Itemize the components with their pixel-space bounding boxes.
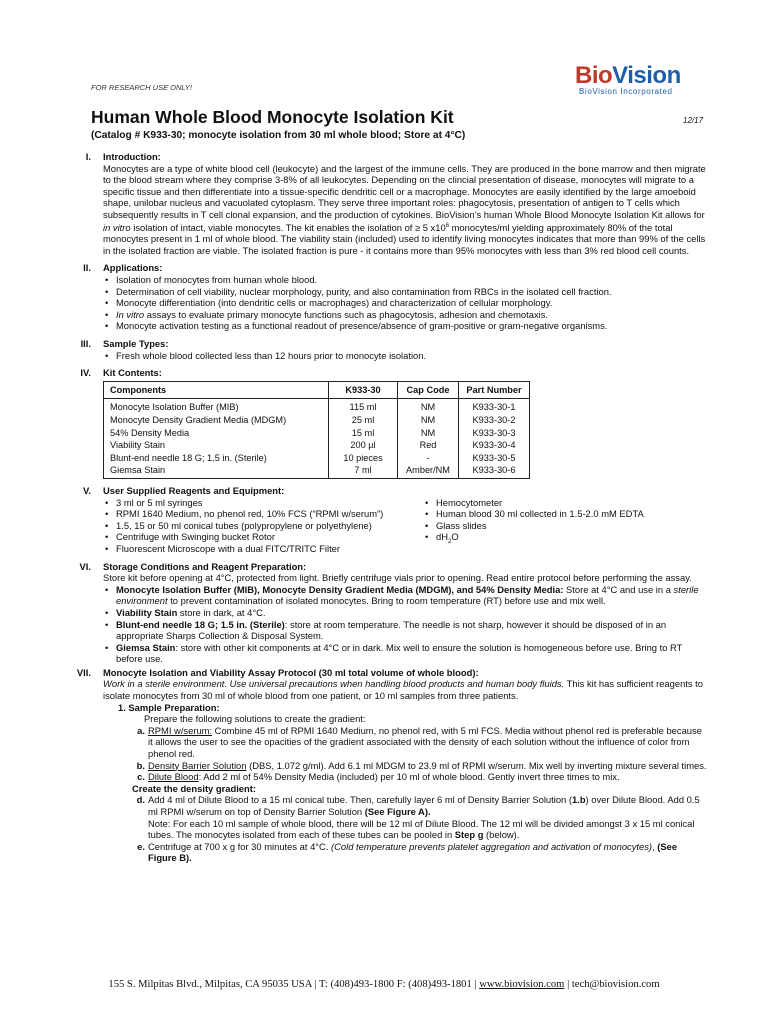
- document-title: Human Whole Blood Monocyte Isolation Kit: [91, 107, 454, 127]
- step-subheading: Create the density gradient:: [132, 782, 256, 794]
- section-number: I.: [85, 151, 91, 162]
- table-cell: Amber/NM: [398, 464, 459, 478]
- revision-date: 12/17: [683, 116, 704, 125]
- document-body: [60, 151, 708, 864]
- column-header: Part Number: [459, 381, 530, 399]
- section-protocol: [60, 667, 708, 864]
- table-header-row: [104, 381, 530, 399]
- section-number: VI.: [79, 560, 91, 572]
- table-cell: NM: [398, 427, 459, 440]
- table-row: [104, 439, 530, 452]
- section-number: V.: [83, 484, 91, 496]
- list-item: • Blunt-end needle 18 G; 1.5 in. (Sterile): store at room temperature. The needle is not sharp, however it should be disposed of in an appropriate Sharps Collection & Disposal System.: [103, 619, 708, 642]
- table-cell: 15 ml: [329, 427, 398, 440]
- table-cell: 54% Density Media: [104, 427, 329, 440]
- list-item: • RPMI 1640 Medium, no phenol red, 10% FCS (“RPMI w/serum”): [103, 508, 423, 520]
- table-cell: NM: [398, 414, 459, 427]
- table-cell: -: [398, 452, 459, 465]
- table-row: [104, 427, 530, 440]
- section-heading: Sample Types:: [103, 338, 169, 350]
- list-item: • Centrifuge with Swinging bucket Rotor: [103, 531, 423, 543]
- table-cell: K933-30-6: [459, 464, 530, 478]
- catalog-subtitle: (Catalog # K933-30; monocyte isolation from 30 ml whole blood; Store at 4°C): [91, 130, 466, 141]
- step-heading: 1. Sample Preparation:: [118, 701, 220, 713]
- section-heading: Monocyte Isolation and Viability Assay Protocol (30 ml total volume of whole blood):: [103, 666, 479, 678]
- sample-types-list: [103, 350, 708, 362]
- section-number: VII.: [76, 666, 91, 678]
- list-item: • In vitro assays to evaluate primary monocyte functions such as phagocytosis, adhesion and chemotaxis.: [103, 309, 708, 321]
- kit-contents-table: [103, 381, 530, 479]
- list-item: • 1.5, 15 or 50 ml conical tubes (polypropylene or polyethylene): [103, 520, 423, 532]
- list-item: • Isolation of monocytes from human whole blood.: [103, 274, 708, 286]
- logo-subtitle: BioVision Incorporated: [579, 87, 673, 96]
- section-number: III.: [80, 338, 91, 350]
- protocol-intro: Work in a sterile environment. Use universal precautions when handling blood products and human body fluids. This kit has sufficient reagents to isolate monocytes from 30 ml of whole blood from one patient, or 10 ml samples from three patients.: [103, 678, 703, 702]
- table-cell: K933-30-2: [459, 414, 530, 427]
- section-kit-contents: [60, 367, 708, 479]
- section-heading: Storage Conditions and Reagent Preparation:: [103, 560, 307, 572]
- list-item: • Monocyte Isolation Buffer (MIB), Monocyte Density Gradient Media (MDGM), and 54% Density Media: Store at 4°C and use in a sterile environment to prevent contamination of isolated monocytes. Bring to room temperature (RT) before use and mix well.: [103, 584, 708, 607]
- table-cell: Blunt-end needle 18 G; 1.5 in. (Sterile): [104, 452, 329, 465]
- list-item: • Monocyte differentiation (into dendritic cells or macrophages) and characterization of cellular morphology.: [103, 297, 708, 309]
- storage-list: [103, 584, 708, 665]
- table-cell: Viability Stain: [104, 439, 329, 452]
- prep-text: Prepare the following solutions to create the gradient:: [144, 713, 366, 725]
- table-cell: Monocyte Isolation Buffer (MIB): [104, 399, 329, 414]
- website-link[interactable]: www.biovision.com: [479, 979, 565, 990]
- section-heading: User Supplied Reagents and Equipment:: [103, 484, 285, 496]
- step-item: c. Dilute Blood: Add 2 ml of 54% Density Media (included) per 10 ml of whole blood. Gently invert three times to mix.: [137, 771, 620, 783]
- biovision-logo: [575, 62, 710, 100]
- table-row: [104, 414, 530, 427]
- step-item: d. Add 4 ml of Dilute Blood to a 15 ml conical tube. Then, carefully layer 6 ml of Density Barrier Solution (1.b) over Dilute Blood. Add 0.5 ml RPMI w/serum on top of Density Barrier Solution (See Figure A). Note: For each 10 ml sample of whole blood, there will be 12 ml of Dilute Blood. The 12 ml will be divided amongst 3 x 15 ml conical tubes. The monocytes isolated from each of these tubes can be pooled in Step g (below).: [136, 794, 700, 841]
- step-item: a. RPMI w/serum: Combine 45 ml of RPMI 1640 Medium, no phenol red, with 5 ml FCS. Media without phenol red is preferable because it allows the user to see the opacities of the gradient associated with the density of each solution without the influence of color from phenol red.: [137, 724, 702, 760]
- column-header: Cap Code: [398, 381, 459, 399]
- table-cell: 25 ml: [329, 414, 398, 427]
- email-link[interactable]: tech@biovision.com: [571, 979, 660, 990]
- storage-intro: Store kit before opening at 4°C, protected from light. Briefly centrifuge vials prior to opening. Read entire protocol before performing the assay.: [103, 572, 692, 584]
- table-cell: 7 ml: [329, 464, 398, 478]
- page-footer: 155 S. Milpitas Blvd., Milpitas, CA 95035 USA | T: (408)493-1800 F: (408)493-1801 | www.biovision.com | tech@biovision.com: [108, 979, 660, 990]
- list-item: • $dH_2O$: [423, 531, 708, 548]
- table-cell: K933-30-4: [459, 439, 530, 452]
- table-cell: 10 pieces: [329, 452, 398, 465]
- list-item: • Giemsa Stain: store with other kit components at 4°C or in dark. Mix well to ensure the solution is homogeneous before use. Bring to RT before use.: [103, 642, 708, 665]
- equipment-list-left: [103, 497, 423, 555]
- table-cell: Monocyte Density Gradient Media (MDGM): [104, 414, 329, 427]
- section-number: IV.: [80, 367, 91, 379]
- section-sample-types: [60, 338, 708, 361]
- table-cell: Giemsa Stain: [104, 464, 329, 478]
- applications-list: [103, 274, 708, 332]
- section-number: II.: [83, 262, 91, 274]
- list-item: • Glass slides: [423, 520, 708, 532]
- section-heading: Applications:: [103, 262, 163, 274]
- table-cell: Red: [398, 439, 459, 452]
- section-storage: [60, 561, 708, 665]
- column-header: K933-30: [329, 381, 398, 399]
- list-item: • Fresh whole blood collected less than 12 hours prior to monocyte isolation.: [103, 350, 708, 362]
- table-row: [104, 399, 530, 414]
- table-cell: K933-30-3: [459, 427, 530, 440]
- section-user-supplied: [60, 485, 708, 555]
- section-introduction: [60, 151, 708, 256]
- equipment-list-right: [423, 497, 708, 555]
- section-heading: Introduction:: [103, 151, 161, 162]
- step-item: e. Centrifuge at 700 x g for 30 minutes at 4°C. (Cold temperature prevents platelet aggregation and activation of monocytes), (See Figure B).: [137, 840, 678, 864]
- list-item: • 3 ml or 5 ml syringes: [103, 497, 423, 509]
- table-cell: 200 µl: [329, 439, 398, 452]
- list-item: • Human blood 30 ml collected in 1.5-2.0 mM EDTA: [423, 508, 708, 520]
- research-notice: FOR RESEARCH USE ONLY!: [91, 83, 192, 92]
- table-row: [104, 452, 530, 465]
- table-row: [104, 464, 530, 478]
- introduction-text: Monocytes are a type of white blood cell (leukocyte) and the largest of the immune cells. They are produced in the bone marrow and then migrate to the blood stream where they comprise 3-8% of all leukocytes. Depending on the clincial presentation of disease, monocytes will migrate to a specific tissue and then differentiate into a tissue-specific dendritic cell or a macrophage. Monocytes are easily identified by the large amoeboid shape, unilobar nucleus and vacuolated cytoplasm. They serve three important roles: phagocytosis, presentation of antigen to T cells which subsequently results in T cell clonal expansion, and the production of cytokines. BioVision’s human Whole Blood Monocyte Isolation Kit allows for in vitro isolation of intact, viable monocytes. The kit enables the isolation of ≥ 5 $x10^6$ monocytes/ml yielding approximately 80% of the total monocytes present in 1 ml of whole blood. The viability stain (included) used to identify living monocytes indicates that more than 99% of the cells in the isolated fraction are viable. The isolated fraction is pure - it contains more than 95% monocytes with less than 3% red blood cell counts.: [103, 162, 706, 256]
- list-item: • Viability Stain store in dark, at 4°C.: [103, 607, 708, 619]
- table-cell: 115 ml: [329, 399, 398, 414]
- logo-wordmark: BioVision: [575, 62, 681, 89]
- table-cell: K933-30-1: [459, 399, 530, 414]
- table-cell: K933-30-5: [459, 452, 530, 465]
- list-item: • Fluorescent Microscope with a dual FITC/TRITC Filter: [103, 543, 423, 555]
- section-applications: [60, 262, 708, 332]
- column-header: Components: [104, 381, 329, 399]
- list-item: • Determination of cell viability, nuclear morphology, purity, and also contamination from RBCs in the isolated cell fraction.: [103, 286, 708, 298]
- list-item: • Monocyte activation testing as a functional readout of presence/absence of gram-positive or gram-negative organisms.: [103, 320, 708, 332]
- list-item: • Hemocytometer: [423, 497, 708, 509]
- table-cell: NM: [398, 399, 459, 414]
- step-item: b. Density Barrier Solution (DBS, 1.072 g/ml). Add 6.1 ml MDGM to 23.9 ml of RPMI w/serum. Mix well by inverting mixture several times.: [136, 759, 707, 771]
- section-heading: Kit Contents:: [103, 367, 162, 379]
